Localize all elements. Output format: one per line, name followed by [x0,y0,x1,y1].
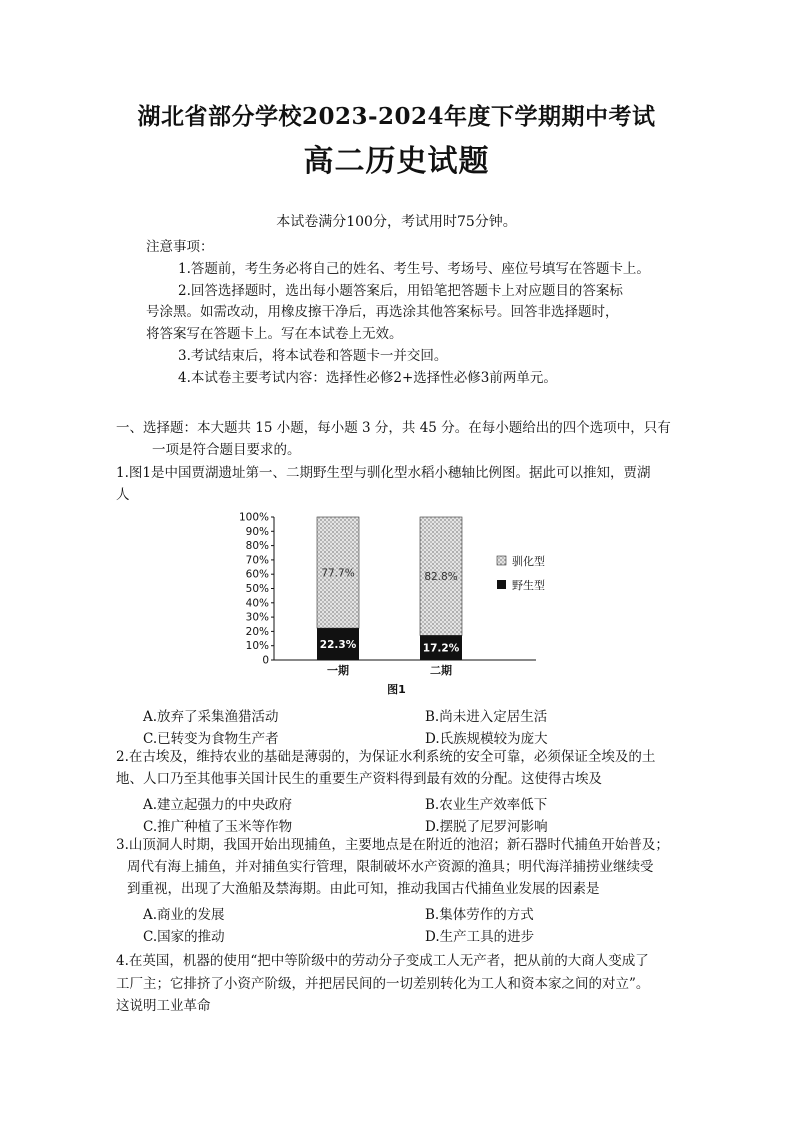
q2-option-c: C.推广种植了玉米等作物 [143,819,293,835]
notice-item-2: 2.回答选择题时，选出每小题答案后，用铅笔把答题卡上对应题目的答案标 [178,283,623,299]
question-2-stem-cont: 地、人口乃至其他事关国计民生的重要生产资料得到最有效的分配。这使得古埃及 [116,771,602,787]
question-1-stem-cont: 人 [116,487,130,503]
exam-subject-title: 高二历史试题 [303,144,490,179]
exam-title: 湖北省部分学校2023-2024年度下学期期中考试 [137,103,656,130]
notice-item-3: 3.考试结束后，将本试卷和答题卡一并交回。 [178,348,448,364]
question-3-stem: 3.山顶洞人时期，我国开始出现捕鱼，主要地点是在附近的池沼；新石器时代捕鱼开始普及； [116,837,669,853]
notice-item-2-cont: 号涂黑。如需改动，用橡皮擦干净后，再选涂其他答案标号。回答非选择题时， [146,304,619,320]
q3-option-a: A.商业的发展 [143,907,225,923]
legend-swatch-wild [497,580,506,589]
legend-swatch-domesticated [497,556,506,565]
y-tick-label: 0 [262,654,269,667]
q2-option-d: D.摆脱了尼罗河影响 [425,819,548,835]
y-tick-label: 50% [245,583,269,595]
bar-label-wild-1: 22.3% [319,639,357,652]
y-tick-label: 30% [245,611,269,624]
question-3-stem-cont: 周代有海上捕鱼，并对捕鱼实行管理，限制破坏水产资源的渔具；明代海洋捕捞业继续受 [127,859,654,875]
x-category-label: 一期 [327,664,349,677]
question-4-stem-cont: 工厂主；它排挤了小资产阶级，并把居民间的一切差别转化为工人和资本家之间的对立”。 [116,976,650,992]
q2-option-b: B.农业生产效率低下 [425,797,548,813]
y-tick-label: 90% [245,525,269,538]
q2-option-a: A.建立起强力的中央政府 [143,797,293,813]
q3-option-c: C.国家的推动 [143,929,225,945]
y-tick-label: 80% [245,540,269,553]
bar-label-domesticated-2: 82.8% [424,571,458,584]
q1-option-d: D.氏族规模较为庞大 [425,731,548,747]
bar-label-wild-2: 17.2% [422,642,460,655]
figure-caption: 图1 [387,683,406,696]
y-tick-label: 40% [245,597,269,610]
q1-option-c: C.已转变为食物生产者 [143,731,279,747]
y-tick-label: 60% [245,568,269,581]
y-tick-label: 20% [245,625,269,638]
y-tick-label: 100% [238,511,269,524]
legend-label-wild: 野生型 [512,579,545,592]
question-4-stem-cont2: 这说明工业革命 [116,998,211,1014]
notice-item-1: 1.答题前，考生务必将自己的姓名、考生号、考场号、座位号填写在答题卡上。 [178,261,650,277]
figure-1-chart [236,503,566,703]
q1-option-a: A.放弃了采集渔猎活动 [143,709,279,725]
notice-item-2-cont2: 将答案写在答题卡上。写在本试卷上无效。 [146,326,403,342]
question-1-stem: 1.图1是中国贾湖遗址第一、二期野生型与驯化型水稻小穗轴比例图。据此可以推知，贾湖 [116,465,651,481]
y-tick-label: 10% [245,640,269,653]
question-3-stem-cont2: 到重视，出现了大渔船及禁海期。由此可知，推动我国古代捕鱼业发展的因素是 [127,881,600,897]
question-2-stem: 2.在古埃及，维持农业的基础是薄弱的，为保证水利系统的安全可靠，必须保证全埃及的土 [116,749,656,765]
legend-label-domesticated: 驯化型 [512,555,545,568]
q3-option-d: D.生产工具的进步 [425,929,535,945]
section-heading: 一、选择题：本大题共 15 小题，每小题 3 分，共 45 分。在每小题给出的四个选项中，只有 [116,420,671,436]
bar-label-domesticated-1: 77.7% [321,567,355,580]
section-heading-cont: 一项是符合题目要求的。 [152,442,301,458]
x-category-label: 二期 [430,664,452,677]
notice-item-4: 4.本试卷主要考试内容：选择性必修2+选择性必修3前两单元。 [178,370,557,386]
q3-option-b: B.集体劳作的方式 [425,907,534,923]
score-line: 本试卷满分100分，考试用时75分钟。 [276,214,517,230]
question-4-stem: 4.在英国，机器的使用“把中等阶级中的劳动分子变成工人无产者，把从前的大商人变成了 [116,953,649,969]
notice-title: 注意事项： [146,239,214,255]
y-tick-label: 70% [245,554,269,567]
q1-option-b: B.尚未进入定居生活 [425,709,548,725]
